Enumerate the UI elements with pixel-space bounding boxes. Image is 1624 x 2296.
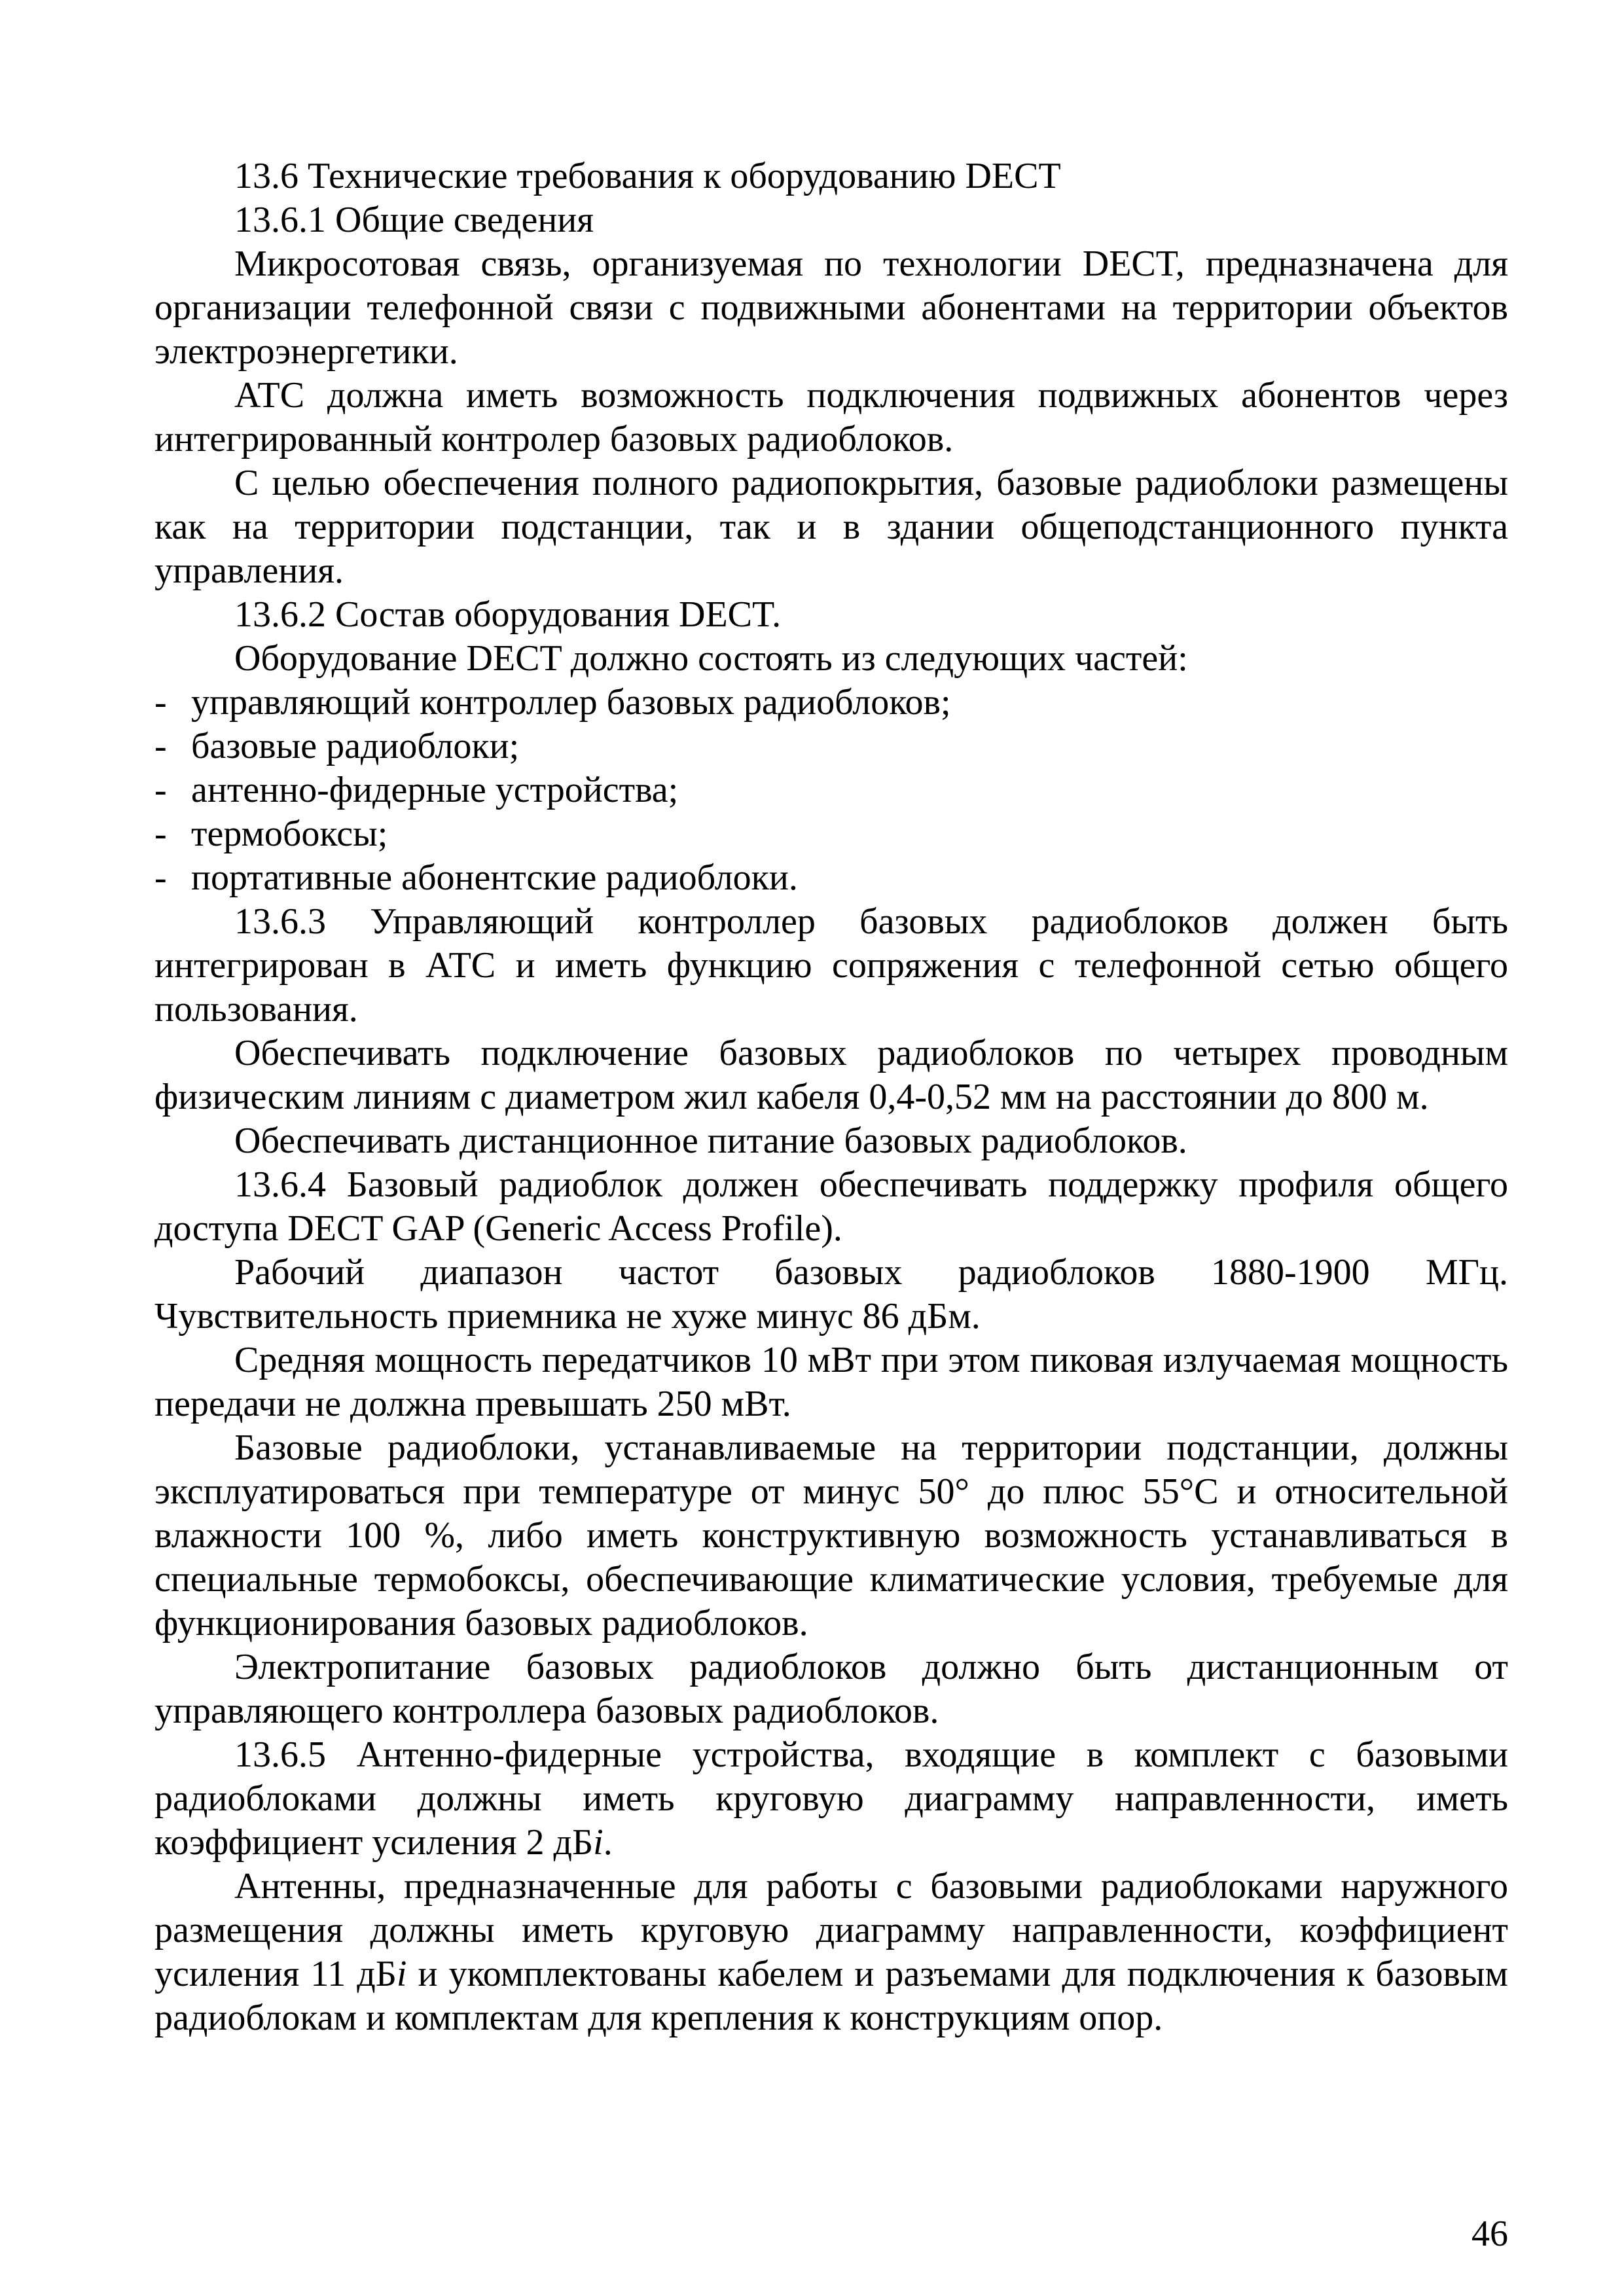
subsection-heading-general: 13.6.1 Общие сведения [234, 200, 594, 240]
document-page [154, 154, 1508, 2040]
paragraph-ats-capability: АТС должна иметь возможность подключения подвижных абонентов через интегрированный контролер базовых радиоблоков. [154, 375, 1508, 459]
list-dash: - [154, 857, 167, 898]
list-dash: - [154, 770, 167, 810]
list-item-text: антенно-фидерные устройства; [191, 770, 679, 810]
list-item [154, 856, 1508, 900]
paragraph-remote-power: Обеспечивать дистанционное питание базовых радиоблоков. [234, 1121, 1187, 1161]
list-item-text: портативные абонентские радиоблоки. [191, 857, 798, 898]
paragraph-dect-purpose: Микросотовая связь, организуемая по технологии DECT, предназначена для организации телефонной связи с подвижными абонентами на территории объектов электроэнергетики. [154, 243, 1508, 372]
paragraph-equipment-intro: Оборудование DECT должно состоять из следующих частей: [234, 638, 1188, 679]
list-item [154, 725, 1508, 768]
list-item-text: термобоксы; [191, 814, 388, 854]
paragraph-outdoor-antennas [154, 1865, 1508, 2040]
italic-unit-suffix: i [593, 1822, 604, 1863]
subsection-heading-composition: 13.6.2 Состав оборудования DECT. [234, 594, 782, 635]
paragraph-power-supply: Электропитание базовых радиоблоков должно быть дистанционным от управляющего контроллера базовых радиоблоков. [154, 1647, 1508, 1731]
paragraph-outdoor-antennas-end: и укомплектованы кабелем и разъемами для подключения к базовым радиоблокам и комплектам для крепления к конструкциям опор. [154, 1954, 1508, 2038]
paragraph-outdoor-antennas-text: Антенны, предназначенные для работы с базовыми радиоблоками наружного размещения должны иметь круговую диаграмму направленности, коэффициент усиления 11 дБ [154, 1866, 1508, 1994]
paragraph-base-unit-profile: 13.6.4 Базовый радиоблок должен обеспечивать поддержку профиля общего доступа DECT GAP (Generic Access Profile). [154, 1164, 1508, 1249]
equipment-list [154, 681, 1508, 900]
section-title: 13.6 Технические требования к оборудованию DECT [234, 156, 1061, 196]
paragraph-antenna-feeder [154, 1733, 1508, 1865]
paragraph-controller: 13.6.3 Управляющий контроллер базовых радиоблоков должен быть интегрирован в АТС и иметь функцию сопряжения с телефонной сетью общего пользования. [154, 901, 1508, 1030]
list-dash: - [154, 726, 167, 766]
paragraph-antenna-feeder-end: . [603, 1822, 613, 1863]
paragraph-transmitter-power: Средняя мощность передатчиков 10 мВт при этом пиковая излучаемая мощность передачи не должна превышать 250 мВт. [154, 1340, 1508, 1424]
paragraph-operating-conditions: Базовые радиоблоки, устанавливаемые на территории подстанции, должны эксплуатироваться при температуре от минус 50° до плюс 55°С и относительной влажности 100 %, либо иметь конструктивную возможность устанавливаться в специальные термобоксы, обеспечивающие климатические условия, требуемые для функционирования базовых радиоблоков. [154, 1427, 1508, 1643]
paragraph-radio-coverage: С целью обеспечения полного радиопокрытия, базовые радиоблоки размещены как на территории подстанции, так и в здании общеподстанционного пункта управления. [154, 463, 1508, 591]
page-number: 46 [1471, 2214, 1508, 2254]
paragraph-frequency-range: Рабочий диапазон частот базовых радиоблоков 1880-1900 МГц. Чувствительность приемника не хуже минус 86 дБм. [154, 1252, 1508, 1336]
paragraph-connection: Обеспечивать подключение базовых радиоблоков по четырех проводным физическим линиям с диаметром жил кабеля 0,4-0,52 мм на расстоянии до 800 м. [154, 1033, 1508, 1117]
italic-unit-suffix: i [396, 1954, 407, 1994]
list-item [154, 768, 1508, 812]
list-dash: - [154, 814, 167, 854]
list-item-text: управляющий контроллер базовых радиоблоков; [191, 682, 951, 723]
list-item [154, 812, 1508, 856]
list-item-text: базовые радиоблоки; [191, 726, 520, 766]
list-dash: - [154, 682, 167, 723]
paragraph-antenna-feeder-text: 13.6.5 Антенно-фидерные устройства, входящие в комплект с базовыми радиоблоками должны иметь круговую диаграмму направленности, иметь коэффициент усиления 2 дБ [154, 1734, 1508, 1863]
list-item [154, 681, 1508, 725]
